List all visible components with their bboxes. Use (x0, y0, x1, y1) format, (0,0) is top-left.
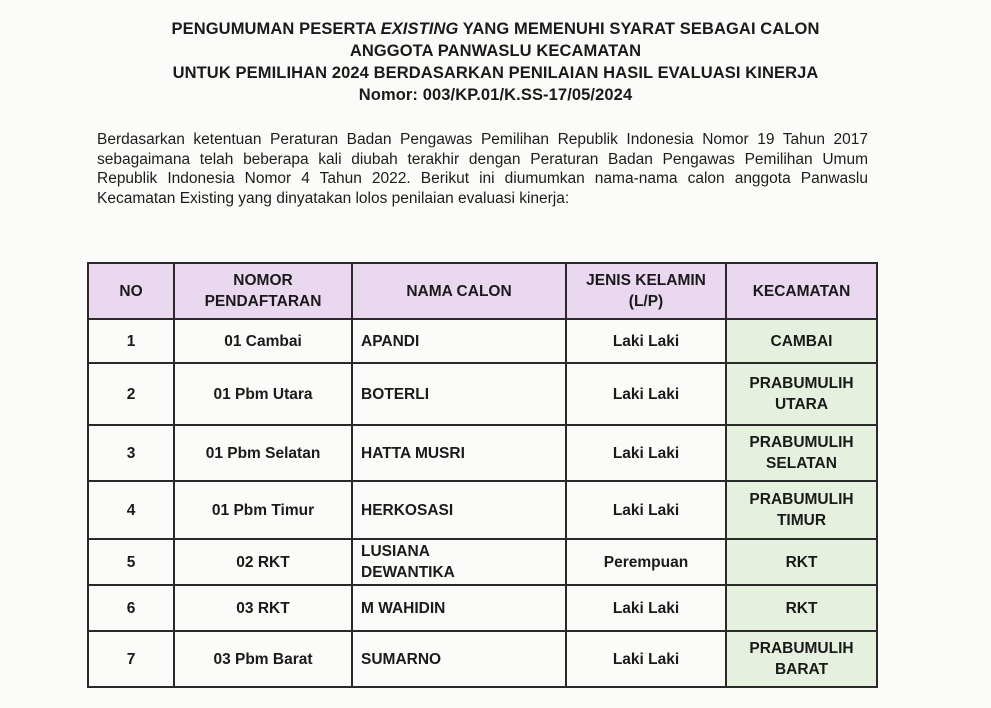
header-jenis-kelamin: JENIS KELAMIN (L/P) (566, 263, 726, 319)
cell-nama-calon: HERKOSASI (352, 481, 566, 539)
cell-jenis-kelamin: Perempuan (566, 539, 726, 585)
cell-nomor-pendaftaran: 01 Pbm Timur (174, 481, 352, 539)
cell-nomor-pendaftaran: 01 Pbm Selatan (174, 425, 352, 481)
header-nomor-pendaftaran: NOMOR PENDAFTARAN (174, 263, 352, 319)
cell-no: 1 (88, 319, 174, 363)
cell-nomor-pendaftaran: 03 Pbm Barat (174, 631, 352, 687)
cell-nomor-pendaftaran: 01 Cambai (174, 319, 352, 363)
cell-no: 2 (88, 363, 174, 425)
header-kecamatan: KECAMATAN (726, 263, 877, 319)
cell-kecamatan: RKT (726, 539, 877, 585)
cell-nomor-pendaftaran: 03 RKT (174, 585, 352, 631)
intro-paragraph: Berdasarkan ketentuan Peraturan Badan Pengawas Pemilihan Republik Indonesia Nomor 19 Tahun 2017 sebagaimana telah beberapa kali diubah terakhir dengan Peraturan Badan Pengawas Pemilihan Umum Republik Indonesia Nomor 4 Tahun 2022. Berikut ini diumumkan nama-nama calon anggota Panwaslu Kecamatan Existing yang dinyatakan lolos penilaian evaluasi kinerja: (97, 131, 868, 207)
candidate-table (87, 262, 878, 688)
cell-nomor-pendaftaran: 01 Pbm Utara (174, 363, 352, 425)
table-body (88, 319, 877, 687)
cell-no: 5 (88, 539, 174, 585)
table-row (88, 319, 877, 363)
cell-kecamatan: PRABUMULIH BARAT (726, 631, 877, 687)
cell-kecamatan: PRABUMULIH SELATAN (726, 425, 877, 481)
cell-jenis-kelamin: Laki Laki (566, 363, 726, 425)
document-number: Nomor: 003/KP.01/K.SS-17/05/2024 (358, 86, 633, 104)
header-nama-calon: NAMA CALON (352, 263, 566, 319)
cell-nama-calon: SUMARNO (352, 631, 566, 687)
cell-nama-calon: BOTERLI (352, 363, 566, 425)
cell-kecamatan: CAMBAI (726, 319, 877, 363)
cell-nama-calon: LUSIANA DEWANTIKA (352, 539, 566, 585)
cell-no: 6 (88, 585, 174, 631)
cell-nama-calon: APANDI (352, 319, 566, 363)
table-row (88, 585, 877, 631)
cell-jenis-kelamin: Laki Laki (566, 425, 726, 481)
table-row (88, 363, 877, 425)
cell-no: 3 (88, 425, 174, 481)
title-line-1: PENGUMUMAN PESERTA EXISTING YANG MEMENUHI SYARAT SEBAGAI CALON (171, 20, 820, 38)
cell-nomor-pendaftaran: 02 RKT (174, 539, 352, 585)
cell-nama-calon: M WAHIDIN (352, 585, 566, 631)
table-row (88, 539, 877, 585)
cell-kecamatan: RKT (726, 585, 877, 631)
header-no: NO (88, 263, 174, 319)
cell-no: 7 (88, 631, 174, 687)
table-row (88, 631, 877, 687)
table-header-row (88, 263, 877, 319)
cell-jenis-kelamin: Laki Laki (566, 481, 726, 539)
cell-jenis-kelamin: Laki Laki (566, 585, 726, 631)
table-row (88, 481, 877, 539)
cell-kecamatan: PRABUMULIH TIMUR (726, 481, 877, 539)
table-row (88, 425, 877, 481)
title-emphasis: EXISTING (380, 20, 459, 38)
title-line-3: UNTUK PEMILIHAN 2024 BERDASARKAN PENILAIAN HASIL EVALUASI KINERJA (172, 64, 819, 82)
cell-kecamatan: PRABUMULIH UTARA (726, 363, 877, 425)
cell-jenis-kelamin: Laki Laki (566, 631, 726, 687)
cell-nama-calon: HATTA MUSRI (352, 425, 566, 481)
cell-no: 4 (88, 481, 174, 539)
cell-jenis-kelamin: Laki Laki (566, 319, 726, 363)
title-line-2: ANGGOTA PANWASLU KECAMATAN (349, 42, 642, 60)
announcement-title (0, 18, 991, 106)
